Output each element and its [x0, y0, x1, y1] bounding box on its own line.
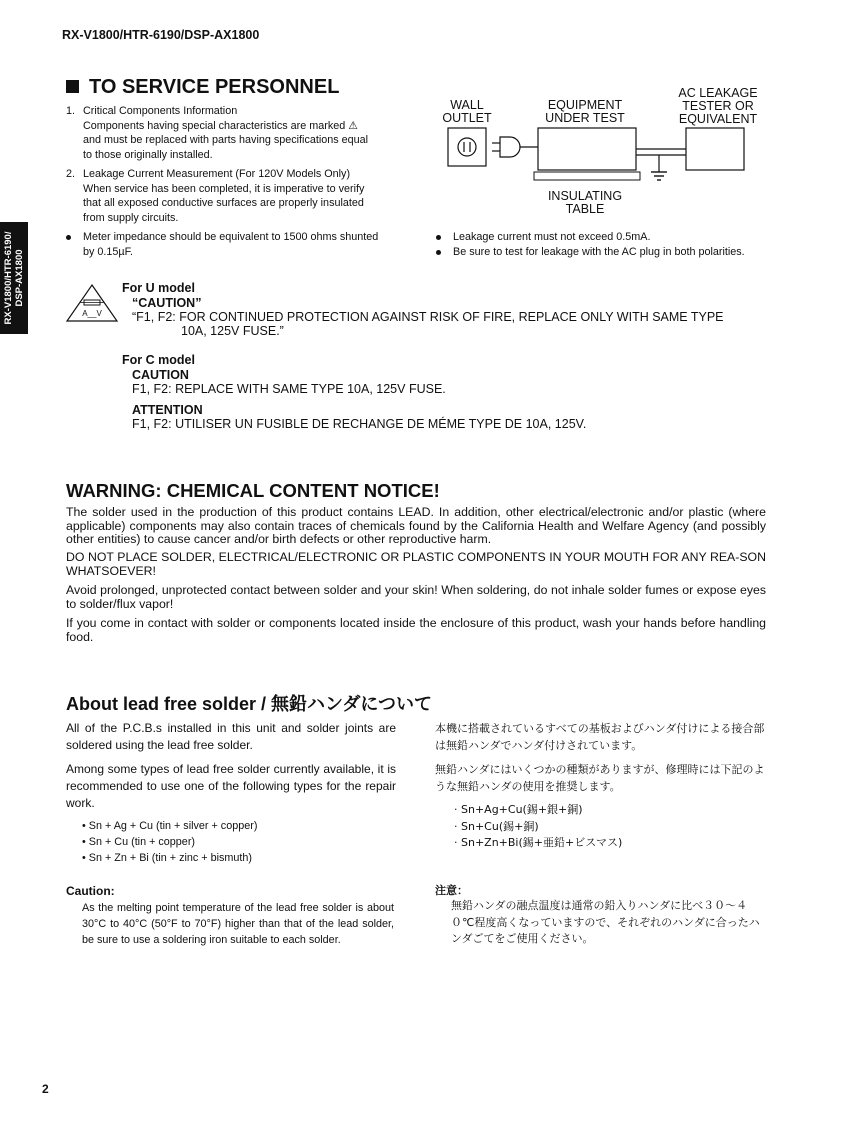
- item-line: Leakage Current Measurement (For 120V Models Only): [83, 168, 351, 180]
- solder-type-item: • Sn + Ag + Cu (tin + silver + copper): [82, 820, 258, 832]
- insulating-table: [534, 172, 640, 180]
- plug-icon: [500, 137, 520, 157]
- lead-en-caution: As the melting point temperature of the lead free solder is about 30°C to 40°C (50°F to 70°F) higher than that of the lead solder, be sure to use a soldering iron suitable to each solder.: [82, 902, 394, 946]
- warning-paragraph: DO NOT PLACE SOLDER, ELECTRICAL/ELECTRONIC OR PLASTIC COMPONENTS IN YOUR MOUTH FOR ANY REA-SON WHATSOEVER!: [66, 550, 766, 578]
- bullet-dot-icon: [436, 250, 441, 255]
- equipment-label: EQUIPMENT UNDER TEST: [545, 98, 625, 125]
- item-line: that all exposed conductive surfaces are properly insulated: [83, 197, 364, 210]
- u-model-label: For U model: [122, 281, 195, 295]
- lead-jp-caution: 無鉛ハンダの融点温度は通常の鉛入りハンダに比べ３０〜４０℃程度高くなっていますので、それぞれのハンダに合ったハンダごてをご使用ください。: [451, 899, 760, 945]
- lead-en-caution-title: Caution:: [66, 884, 115, 898]
- bullet-leakage-current: Leakage current must not exceed 0.5mA.: [436, 230, 776, 245]
- tester-box: [686, 128, 744, 170]
- u-caution-title: “CAUTION”: [132, 296, 202, 310]
- c-caution-text: F1, F2: REPLACE WITH SAME TYPE 10A, 125V FUSE.: [132, 382, 446, 396]
- warning-heading: WARNING: CHEMICAL CONTENT NOTICE!: [66, 480, 440, 501]
- item-line: from supply circuits.: [83, 211, 179, 224]
- leakage-test-diagram: [440, 122, 770, 192]
- outlet-socket-icon: [458, 138, 476, 156]
- u-caution-text-cont: 10A, 125V FUSE.”: [181, 324, 284, 338]
- fuse-symbol-label: A__V: [82, 309, 102, 318]
- bullet-dot-icon: [436, 235, 441, 240]
- solder-type-item: • Sn + Cu (tin + copper): [82, 836, 196, 848]
- wall-outlet-box: [448, 128, 486, 166]
- bullet-line: by 0.15µF.: [83, 245, 134, 258]
- lead-en-paragraph: Among some types of lead free solder currently available, it is recommended to use one of the following types for the repair work.: [66, 762, 396, 810]
- warning-paragraph: Avoid prolonged, unprotected contact between solder and your skin! When soldering, do not inhale solder fumes or expose eyes to solder/flux vapor!: [66, 583, 766, 611]
- side-tab-label: [3, 222, 25, 334]
- side-tab-line2: DSP-AX1800: [14, 249, 25, 307]
- service-item-2: [66, 167, 396, 225]
- lead-en-types: [82, 818, 257, 866]
- bullet-meter-impedance: [66, 230, 401, 259]
- item-line: Components having special characteristics are marked ⚠: [83, 119, 358, 132]
- header-model: RX-V1800/HTR-6190/DSP-AX1800: [62, 28, 260, 42]
- side-tab: [0, 222, 28, 334]
- lead-jp-paragraph: 本機に搭載されているすべての基板およびハンダ付けによる接合部は無鉛ハンダでハンダ付けされています。: [435, 722, 765, 752]
- service-item-1: [66, 104, 396, 162]
- bullet-line: Meter impedance should be equivalent to 1500 ohms shunted: [83, 231, 379, 243]
- page-number: 2: [42, 1082, 49, 1096]
- bullet-both-polarities: Be sure to test for leakage with the AC plug in both polarities.: [436, 245, 776, 260]
- attention-title: ATTENTION: [132, 403, 203, 417]
- lead-jp-caution-title: 注意：: [435, 884, 468, 897]
- insulating-table-label: INSULATING TABLE: [547, 189, 623, 216]
- service-heading: TO SERVICE PERSONNEL: [66, 76, 339, 99]
- solder-type-item: · Sn+Cu(錫+銅): [454, 819, 539, 833]
- bullet-dot-icon: [66, 235, 71, 240]
- item-line: to those originally installed.: [83, 148, 213, 161]
- warning-paragraph: If you come in contact with solder or components located inside the enclosure of this product, wash your hands before handling food.: [66, 616, 766, 644]
- item-number: 2.: [66, 168, 76, 180]
- item-line: When service has been completed, it is imperative to verify: [83, 182, 365, 195]
- warning-paragraph: The solder used in the production of this product contains LEAD. In addition, other electrical/electronic and/or plastic (where applicable) components may also contain traces of chemicals found by the California Health and Welfare Agency (and possibly other entities) to cause cancer and/or birth defects or other reproductive harm.: [66, 505, 766, 547]
- u-caution-text: “F1, F2: FOR CONTINUED PROTECTION AGAINST RISK OF FIRE, REPLACE ONLY WITH SAME TYPE: [132, 310, 724, 324]
- equipment-box: [538, 128, 636, 170]
- c-caution-title: CAUTION: [132, 368, 189, 382]
- lead-jp-paragraph: 無鉛ハンダにはいくつかの種類がありますが、修理時には下記のような無鉛ハンダの使用を推奨します。: [435, 763, 765, 793]
- solder-type-item: · Sn+Zn+Bi(錫+亜鉛+ビスマス): [454, 836, 623, 849]
- lead-free-heading: About lead free solder / 無鉛ハンダについて: [66, 694, 432, 714]
- attention-text: F1, F2: UTILISER UN FUSIBLE DE RECHANGE DE MÉME TYPE DE 10A, 125V.: [132, 417, 587, 431]
- solder-type-item: • Sn + Zn + Bi (tin + zinc + bismuth): [82, 852, 253, 864]
- item-line: Critical Components Information: [83, 105, 238, 117]
- item-line: and must be replaced with parts having specifications equal: [83, 134, 369, 147]
- square-bullet-icon: [66, 80, 79, 93]
- item-number: 1.: [66, 105, 76, 117]
- c-model-label: For C model: [122, 353, 195, 367]
- lead-en-paragraph: All of the P.C.B.s installed in this unit and solder joints are soldered using the lead free solder.: [66, 721, 396, 752]
- lead-jp-types: [454, 802, 622, 852]
- solder-type-item: · Sn+Ag+Cu(錫+銀+銅): [454, 803, 583, 816]
- side-tab-line1: RX-V1800/HTR-6190/: [3, 231, 14, 325]
- wall-outlet-label: WALL OUTLET: [442, 98, 492, 125]
- tester-label: AC LEAKAGE TESTER OR EQUIVALENT: [678, 86, 758, 126]
